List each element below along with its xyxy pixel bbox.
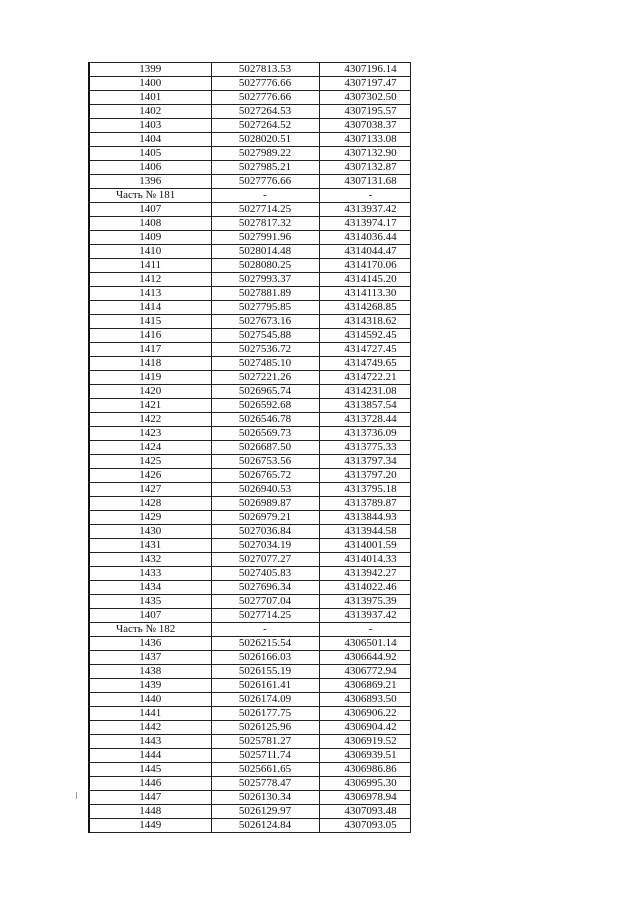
y-coordinate-cell: 4307197.47 xyxy=(319,77,410,91)
table-row xyxy=(89,763,410,777)
point-number-cell: 1432 xyxy=(89,553,211,567)
x-coordinate-cell: 5025778.47 xyxy=(211,777,319,791)
point-number-cell: 1429 xyxy=(89,511,211,525)
x-coordinate-cell: 5026569.73 xyxy=(211,427,319,441)
y-coordinate-cell: 4314722.21 xyxy=(319,371,410,385)
y-coordinate-cell: 4313974.17 xyxy=(319,217,410,231)
x-coordinate-cell: - xyxy=(211,189,319,203)
point-number-cell: 1441 xyxy=(89,707,211,721)
point-number-cell: 1436 xyxy=(89,637,211,651)
y-coordinate-cell: - xyxy=(319,623,410,637)
x-coordinate-cell: 5027264.53 xyxy=(211,105,319,119)
y-coordinate-cell: 4313975.39 xyxy=(319,595,410,609)
point-number-cell: 1401 xyxy=(89,91,211,105)
table-row xyxy=(89,119,410,133)
point-number-cell: 1442 xyxy=(89,721,211,735)
y-coordinate-cell: 4313937.42 xyxy=(319,203,410,217)
table-row xyxy=(89,735,410,749)
point-number-cell: 1435 xyxy=(89,595,211,609)
point-number-cell: Часть № 182 xyxy=(89,623,211,637)
y-coordinate-cell: 4314231.08 xyxy=(319,385,410,399)
y-coordinate-cell: 4306906.22 xyxy=(319,707,410,721)
table-row xyxy=(89,679,410,693)
y-coordinate-cell: 4306919.52 xyxy=(319,735,410,749)
y-coordinate-cell: 4306939.51 xyxy=(319,749,410,763)
y-coordinate-cell: 4306644.92 xyxy=(319,651,410,665)
y-coordinate-cell: 4306978.94 xyxy=(319,791,410,805)
table-row xyxy=(89,301,410,315)
point-number-cell: 1428 xyxy=(89,497,211,511)
table-row xyxy=(89,707,410,721)
point-number-cell: 1425 xyxy=(89,455,211,469)
y-coordinate-cell: 4313857.54 xyxy=(319,399,410,413)
table-row xyxy=(89,203,410,217)
table-row xyxy=(89,651,410,665)
table-row xyxy=(89,693,410,707)
table-row xyxy=(89,805,410,819)
table-row xyxy=(89,217,410,231)
point-number-cell: 1438 xyxy=(89,665,211,679)
x-coordinate-cell: 5027696.34 xyxy=(211,581,319,595)
y-coordinate-cell: 4307093.05 xyxy=(319,819,410,833)
x-coordinate-cell: 5027264.52 xyxy=(211,119,319,133)
x-coordinate-cell: 5027036.84 xyxy=(211,525,319,539)
table-row xyxy=(89,189,410,203)
y-coordinate-cell: 4314145.20 xyxy=(319,273,410,287)
coordinates-table-body xyxy=(89,63,410,833)
table-row xyxy=(89,567,410,581)
y-coordinate-cell: 4314044.47 xyxy=(319,245,410,259)
table-row xyxy=(89,343,410,357)
table-row xyxy=(89,819,410,833)
y-coordinate-cell: 4313844.93 xyxy=(319,511,410,525)
table-row xyxy=(89,287,410,301)
table-row xyxy=(89,511,410,525)
point-number-cell: 1446 xyxy=(89,777,211,791)
y-coordinate-cell: 4313795.18 xyxy=(319,483,410,497)
x-coordinate-cell: 5027707.04 xyxy=(211,595,319,609)
table-row xyxy=(89,427,410,441)
point-number-cell: 1423 xyxy=(89,427,211,441)
table-row xyxy=(89,329,410,343)
table-row xyxy=(89,483,410,497)
y-coordinate-cell: 4306904.42 xyxy=(319,721,410,735)
x-coordinate-cell: 5027221.26 xyxy=(211,371,319,385)
table-row xyxy=(89,609,410,623)
point-number-cell: 1437 xyxy=(89,651,211,665)
y-coordinate-cell: 4314592.45 xyxy=(319,329,410,343)
x-coordinate-cell: 5027881.89 xyxy=(211,287,319,301)
y-coordinate-cell: 4307131.68 xyxy=(319,175,410,189)
table-row xyxy=(89,413,410,427)
point-number-cell: 1420 xyxy=(89,385,211,399)
y-coordinate-cell: 4313797.34 xyxy=(319,455,410,469)
table-row xyxy=(89,441,410,455)
table-row xyxy=(89,147,410,161)
table-row xyxy=(89,385,410,399)
y-coordinate-cell: 4313728.44 xyxy=(319,413,410,427)
coordinates-table xyxy=(88,62,411,833)
x-coordinate-cell: 5026546.78 xyxy=(211,413,319,427)
x-coordinate-cell: 5027485.10 xyxy=(211,357,319,371)
x-coordinate-cell: 5026174.09 xyxy=(211,693,319,707)
y-coordinate-cell: 4314749.65 xyxy=(319,357,410,371)
table-row xyxy=(89,77,410,91)
x-coordinate-cell: 5027673.16 xyxy=(211,315,319,329)
point-number-cell: 1443 xyxy=(89,735,211,749)
x-coordinate-cell: 5026161.41 xyxy=(211,679,319,693)
y-coordinate-cell: 4307195.57 xyxy=(319,105,410,119)
x-coordinate-cell: 5027714.25 xyxy=(211,203,319,217)
x-coordinate-cell: 5027776.66 xyxy=(211,77,319,91)
table-row xyxy=(89,623,410,637)
x-coordinate-cell: 5026130.34 xyxy=(211,791,319,805)
point-number-cell: 1440 xyxy=(89,693,211,707)
y-coordinate-cell: 4314022.46 xyxy=(319,581,410,595)
x-coordinate-cell: 5027405.83 xyxy=(211,567,319,581)
y-coordinate-cell: - xyxy=(319,189,410,203)
x-coordinate-cell: 5027989.22 xyxy=(211,147,319,161)
table-row xyxy=(89,455,410,469)
x-coordinate-cell: 5025661.65 xyxy=(211,763,319,777)
y-coordinate-cell: 4314268.85 xyxy=(319,301,410,315)
point-number-cell: 1402 xyxy=(89,105,211,119)
point-number-cell: 1399 xyxy=(89,63,211,77)
point-number-cell: 1404 xyxy=(89,133,211,147)
point-number-cell: 1413 xyxy=(89,287,211,301)
y-coordinate-cell: 4314014.33 xyxy=(319,553,410,567)
table-row xyxy=(89,91,410,105)
point-number-cell: 1422 xyxy=(89,413,211,427)
y-coordinate-cell: 4314036.44 xyxy=(319,231,410,245)
x-coordinate-cell: 5026592.68 xyxy=(211,399,319,413)
y-coordinate-cell: 4306986.86 xyxy=(319,763,410,777)
table-row xyxy=(89,497,410,511)
table-row xyxy=(89,105,410,119)
x-coordinate-cell: - xyxy=(211,623,319,637)
table-row xyxy=(89,595,410,609)
point-number-cell: 1411 xyxy=(89,259,211,273)
y-coordinate-cell: 4307196.14 xyxy=(319,63,410,77)
point-number-cell: 1400 xyxy=(89,77,211,91)
point-number-cell: 1418 xyxy=(89,357,211,371)
point-number-cell: 1421 xyxy=(89,399,211,413)
point-number-cell: 1407 xyxy=(89,203,211,217)
x-coordinate-cell: 5026687.50 xyxy=(211,441,319,455)
point-number-cell: 1409 xyxy=(89,231,211,245)
x-coordinate-cell: 5027776.66 xyxy=(211,91,319,105)
point-number-cell: 1447 xyxy=(89,791,211,805)
x-coordinate-cell: 5027034.19 xyxy=(211,539,319,553)
table-row xyxy=(89,315,410,329)
table-row xyxy=(89,259,410,273)
x-coordinate-cell: 5026129.97 xyxy=(211,805,319,819)
point-number-cell: 1434 xyxy=(89,581,211,595)
x-coordinate-cell: 5026753.56 xyxy=(211,455,319,469)
x-coordinate-cell: 5028020.51 xyxy=(211,133,319,147)
y-coordinate-cell: 4307093.48 xyxy=(319,805,410,819)
table-row xyxy=(89,721,410,735)
y-coordinate-cell: 4313937.42 xyxy=(319,609,410,623)
y-coordinate-cell: 4314001.59 xyxy=(319,539,410,553)
y-coordinate-cell: 4306772.94 xyxy=(319,665,410,679)
point-number-cell: 1444 xyxy=(89,749,211,763)
y-coordinate-cell: 4314170.06 xyxy=(319,259,410,273)
x-coordinate-cell: 5026177.75 xyxy=(211,707,319,721)
point-number-cell: 1396 xyxy=(89,175,211,189)
x-coordinate-cell: 5027795.85 xyxy=(211,301,319,315)
point-number-cell: 1417 xyxy=(89,343,211,357)
point-number-cell: 1415 xyxy=(89,315,211,329)
point-number-cell: 1410 xyxy=(89,245,211,259)
point-number-cell: 1424 xyxy=(89,441,211,455)
x-coordinate-cell: 5025781.27 xyxy=(211,735,319,749)
y-coordinate-cell: 4306995.30 xyxy=(319,777,410,791)
y-coordinate-cell: 4313942.27 xyxy=(319,567,410,581)
x-coordinate-cell: 5028014.48 xyxy=(211,245,319,259)
table-row xyxy=(89,399,410,413)
table-row xyxy=(89,357,410,371)
y-coordinate-cell: 4306869.21 xyxy=(319,679,410,693)
table-row xyxy=(89,231,410,245)
point-number-cell: 1419 xyxy=(89,371,211,385)
x-coordinate-cell: 5027993.37 xyxy=(211,273,319,287)
table-row xyxy=(89,777,410,791)
table-row xyxy=(89,245,410,259)
point-number-cell: 1426 xyxy=(89,469,211,483)
table-row xyxy=(89,525,410,539)
table-row xyxy=(89,133,410,147)
point-number-cell: 1431 xyxy=(89,539,211,553)
point-number-cell: 1448 xyxy=(89,805,211,819)
table-row xyxy=(89,273,410,287)
y-coordinate-cell: 4314113.30 xyxy=(319,287,410,301)
y-coordinate-cell: 4313789.87 xyxy=(319,497,410,511)
x-coordinate-cell: 5027985.21 xyxy=(211,161,319,175)
point-number-cell: 1414 xyxy=(89,301,211,315)
x-coordinate-cell: 5027813.53 xyxy=(211,63,319,77)
point-number-cell: 1412 xyxy=(89,273,211,287)
y-coordinate-cell: 4307132.87 xyxy=(319,161,410,175)
table-row xyxy=(89,665,410,679)
y-coordinate-cell: 4306893.50 xyxy=(319,693,410,707)
table-row xyxy=(89,63,410,77)
table-row xyxy=(89,539,410,553)
scan-mark xyxy=(76,792,77,799)
y-coordinate-cell: 4314727.45 xyxy=(319,343,410,357)
point-number-cell: 1433 xyxy=(89,567,211,581)
x-coordinate-cell: 5027776.66 xyxy=(211,175,319,189)
point-number-cell: 1449 xyxy=(89,819,211,833)
x-coordinate-cell: 5027077.27 xyxy=(211,553,319,567)
x-coordinate-cell: 5026940.53 xyxy=(211,483,319,497)
point-number-cell: 1408 xyxy=(89,217,211,231)
x-coordinate-cell: 5027817.32 xyxy=(211,217,319,231)
point-number-cell: 1445 xyxy=(89,763,211,777)
point-number-cell: Часть № 181 xyxy=(89,189,211,203)
point-number-cell: 1430 xyxy=(89,525,211,539)
y-coordinate-cell: 4313944.58 xyxy=(319,525,410,539)
point-number-cell: 1403 xyxy=(89,119,211,133)
y-coordinate-cell: 4314318.62 xyxy=(319,315,410,329)
x-coordinate-cell: 5027545.88 xyxy=(211,329,319,343)
x-coordinate-cell: 5026215.54 xyxy=(211,637,319,651)
x-coordinate-cell: 5027714.25 xyxy=(211,609,319,623)
table-row xyxy=(89,581,410,595)
y-coordinate-cell: 4313775.33 xyxy=(319,441,410,455)
table-row xyxy=(89,371,410,385)
y-coordinate-cell: 4307302.50 xyxy=(319,91,410,105)
table-row xyxy=(89,553,410,567)
y-coordinate-cell: 4307132.90 xyxy=(319,147,410,161)
table-row xyxy=(89,469,410,483)
table-row xyxy=(89,637,410,651)
x-coordinate-cell: 5026979.21 xyxy=(211,511,319,525)
x-coordinate-cell: 5026125.96 xyxy=(211,721,319,735)
x-coordinate-cell: 5027991.96 xyxy=(211,231,319,245)
x-coordinate-cell: 5026989.87 xyxy=(211,497,319,511)
point-number-cell: 1439 xyxy=(89,679,211,693)
point-number-cell: 1406 xyxy=(89,161,211,175)
y-coordinate-cell: 4313736.09 xyxy=(319,427,410,441)
y-coordinate-cell: 4307133.08 xyxy=(319,133,410,147)
table-row xyxy=(89,175,410,189)
y-coordinate-cell: 4307038.37 xyxy=(319,119,410,133)
y-coordinate-cell: 4306501.14 xyxy=(319,637,410,651)
x-coordinate-cell: 5026965.74 xyxy=(211,385,319,399)
point-number-cell: 1416 xyxy=(89,329,211,343)
point-number-cell: 1427 xyxy=(89,483,211,497)
table-row xyxy=(89,749,410,763)
x-coordinate-cell: 5026124.84 xyxy=(211,819,319,833)
x-coordinate-cell: 5026765.72 xyxy=(211,469,319,483)
point-number-cell: 1405 xyxy=(89,147,211,161)
table-row xyxy=(89,161,410,175)
y-coordinate-cell: 4313797.20 xyxy=(319,469,410,483)
x-coordinate-cell: 5026155.19 xyxy=(211,665,319,679)
point-number-cell: 1407 xyxy=(89,609,211,623)
x-coordinate-cell: 5026166.03 xyxy=(211,651,319,665)
table-row xyxy=(89,791,410,805)
x-coordinate-cell: 5028080.25 xyxy=(211,259,319,273)
x-coordinate-cell: 5027536.72 xyxy=(211,343,319,357)
x-coordinate-cell: 5025711.74 xyxy=(211,749,319,763)
